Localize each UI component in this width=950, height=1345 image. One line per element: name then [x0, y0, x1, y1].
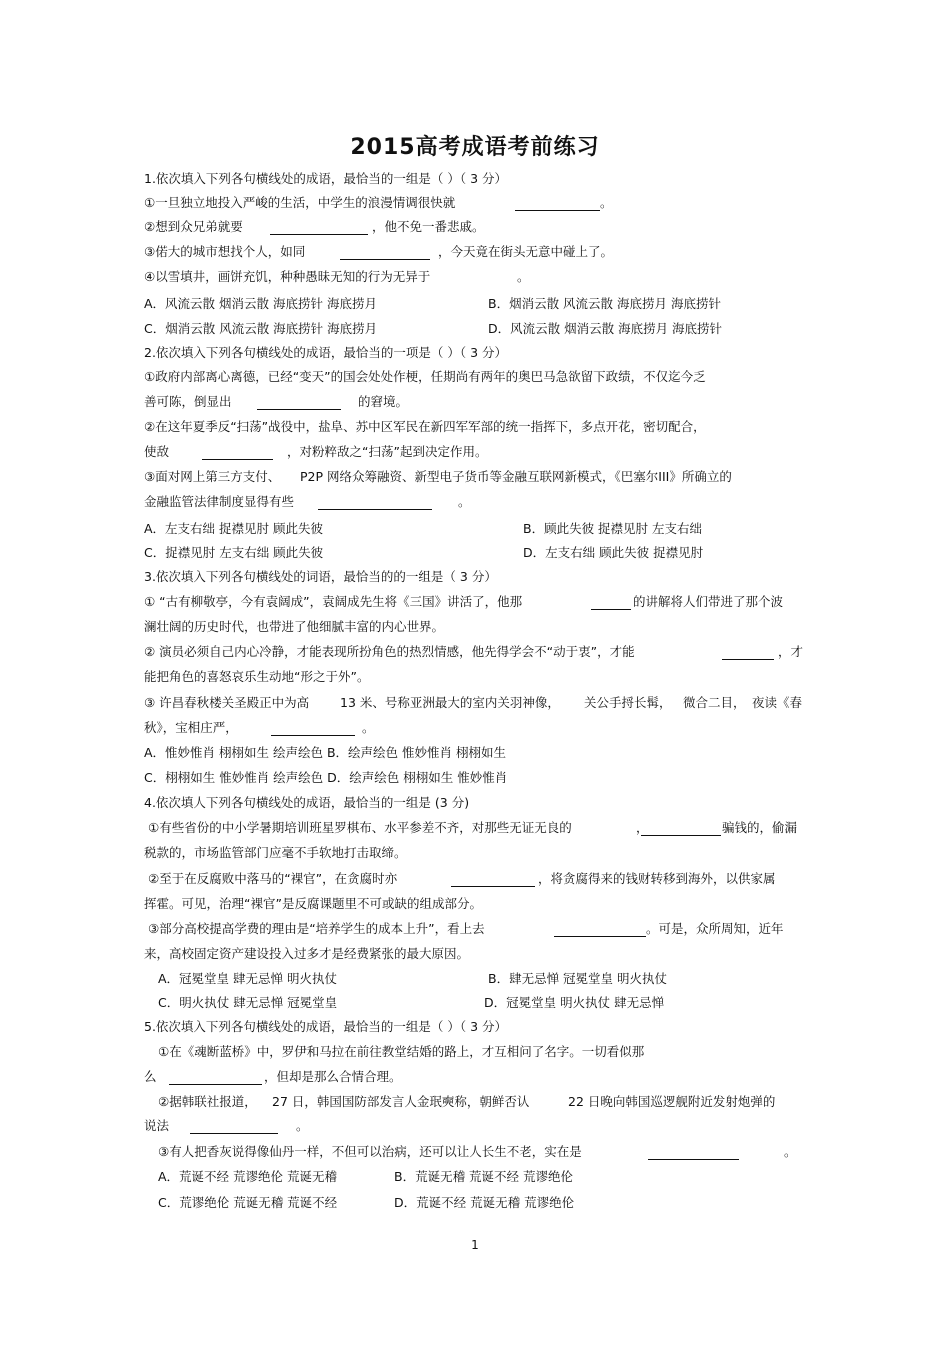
question-2-sentence-2: ②在这年夏季反“扫荡”战役中，盐阜、苏中区军民在新四军军部的统一指挥下，多点开花，密切配合，	[144, 419, 706, 434]
question-4-sentence-1: ①有些省份的中小学暑期培训班星罗棋布、水平参差不齐，对那些无证无良的	[148, 820, 572, 835]
question-1-sentence-3: ③偌大的城市想找个人，如同	[144, 244, 306, 259]
question-4-sentence-1-line-2: 税款的，市场监管部门应毫不手软地打击取缔。	[144, 845, 407, 860]
option-b: B．肆无忌惮 冠冕堂皇 明火执仗	[488, 971, 668, 986]
question-1-sentence-1-end: 。	[600, 195, 613, 210]
option-a: A．冠冕堂皇 肆无忌惮 明火执仗	[158, 971, 337, 986]
answer-blank	[202, 459, 273, 460]
option-c: C．明火执仗 肆无忌惮 冠冕堂皇	[158, 995, 338, 1010]
question-3-sentence-2-line-2: 能把角色的喜怒哀乐生动地“形之于外”。	[144, 669, 370, 684]
question-4-sentence-1-comma: ，	[636, 820, 649, 835]
option-d: D．荒诞不经 荒诞无稽 荒谬绝伦	[394, 1195, 575, 1210]
question-1-sentence-4-end: 。	[517, 269, 530, 284]
question-3-sentence-1-line-2: 澜壮阔的历史时代，也带进了他细腻丰富的内心世界。	[144, 619, 445, 634]
answer-blank	[591, 609, 631, 610]
question-5-sentence-3-end: 。	[784, 1144, 797, 1159]
option-d: D．风流云散 烟消云散 海底捞月 海底捞针	[488, 321, 723, 336]
options-a-b: A．惟妙惟肖 栩栩如生 绘声绘色 B．绘声绘色 惟妙惟肖 栩栩如生	[144, 745, 506, 760]
question-5-sentence-1-end: ，但却是那么合情合理。	[264, 1069, 402, 1084]
option-b: B．烟消云散 风流云散 海底捞月 海底捞针	[488, 296, 721, 311]
question-4-sentence-3-line-2: 来，高校固定资产建设投入过多才是经费紧张的最大原因。	[144, 946, 470, 961]
answer-blank	[641, 835, 721, 836]
question-2-sentence-3: ③面对网上第三方支付、	[144, 469, 281, 484]
question-5-sentence-2-end: 。	[296, 1118, 309, 1133]
question-1-sentence-4: ④以雪填井，画饼充饥，种种愚昧无知的行为无异于	[144, 269, 431, 284]
question-4-sentence-2-line-2: 挥霍。可见，治理“裸官”是反腐课题里不可或缺的组成部分。	[144, 896, 482, 911]
question-3-sentence-2-cont: ，才	[778, 644, 804, 659]
question-5-sentence-1: ①在《魂断蓝桥》中，罗伊和马拉在前往教堂结婚的路上，才互相问了名字。一切看似那	[158, 1044, 645, 1059]
question-1-sentence-1: ①一旦独立地投入严峻的生活，中学生的浪漫情调很快就	[144, 195, 456, 210]
question-3-sentence-3-cont: 13 米、号称亚洲最大的室内关羽神像，	[340, 695, 560, 710]
question-5-sentence-1-cont: 么	[144, 1069, 157, 1084]
question-3-stem: 3.依次填入下列各句横线处的词语，最恰当的的一组是（ 3 分）	[144, 569, 497, 584]
answer-blank	[722, 659, 774, 660]
question-1-sentence-2-end: ，他不免一番悲戚。	[372, 219, 485, 234]
answer-blank	[257, 409, 341, 410]
question-1-sentence-2: ②想到众兄弟就要	[144, 219, 243, 234]
question-1-sentence-3-end: ，今天竟在街头无意中碰上了。	[438, 244, 614, 259]
answer-blank	[318, 509, 432, 510]
answer-blank	[340, 259, 430, 260]
question-2-sentence-1: ①政府内部离心离德，已经“变天”的国会处处作梗，任期尚有两年的奥巴马急欲留下政绩，不仅迄今乏	[144, 369, 706, 384]
question-4-stem: 4.依次填人下列各句横线处的成语，最恰当的一组是 (3 分)	[144, 795, 470, 810]
question-5-sentence-2: ②据韩联社报道，	[158, 1094, 257, 1109]
question-3-sentence-1: ① “古有柳敬亭，今有袁阔成”，袁阔成先生将《三国》讲活了，他那	[144, 594, 523, 609]
question-4-sentence-2-cont: ，将贪腐得来的钱财转移到海外，以供家属	[538, 871, 776, 886]
question-5-sentence-3: ③有人把香灰说得像仙丹一样，不但可以治病，还可以让人长生不老，实在是	[158, 1144, 582, 1159]
question-2-sentence-3-cont: P2P 网络众筹融资、新型电子货币等金融互联网新模式，《巴塞尔III》所确立的	[300, 469, 732, 484]
question-3-sentence-3-cont: 微合二目，	[683, 695, 746, 710]
page-title: 2015高考成语考前练习	[350, 135, 600, 160]
question-3-sentence-1-cont: 的讲解将人们带进了那个波	[633, 594, 784, 609]
question-3-sentence-3: ③ 许昌春秋楼关圣殿正中为高	[144, 695, 310, 710]
question-5-sentence-2-line-2: 说法	[144, 1118, 170, 1133]
question-2-sentence-3-line-2: 金融监管法律制度显得有些	[144, 494, 295, 509]
question-4-sentence-1-cont: 骗钱的，偷漏	[722, 820, 798, 835]
option-d: D．冠冕堂皇 明火执仗 肆无忌惮	[484, 995, 665, 1010]
option-a: A．荒诞不经 荒谬绝伦 荒诞无稽	[158, 1169, 337, 1184]
question-3-sentence-3-end: 。	[362, 720, 375, 735]
option-d: D．左支右绌 顾此失彼 捉襟见肘	[523, 545, 704, 560]
question-1-stem: 1.依次填入下列各句横线处的成语，最恰当的一组是（ ）（ 3 分）	[144, 171, 508, 186]
option-c: C．荒谬绝伦 荒诞无稽 荒诞不经	[158, 1195, 338, 1210]
answer-blank	[169, 1084, 262, 1085]
question-4-sentence-2: ②至于在反腐败中落马的“裸官”，在贪腐时亦	[148, 871, 398, 886]
option-c: C．烟消云散 风流云散 海底捞针 海底捞月	[144, 321, 378, 336]
question-3-sentence-3-cont: 夜读《春	[752, 695, 803, 710]
answer-blank	[270, 234, 368, 235]
question-2-sentence-2-end: ，对粉粹敌之“扫荡”起到决定作用。	[287, 444, 488, 459]
page-number: 1	[471, 1238, 479, 1252]
question-3-sentence-3-line-2: 秋》，宝相庄严，	[144, 720, 238, 735]
answer-blank	[271, 735, 355, 736]
answer-blank	[554, 936, 646, 937]
option-b: B．顾此失彼 捉襟见肘 左支右绌	[523, 521, 703, 536]
question-3-sentence-2: ② 演员必须自己内心冷静，才能表现所扮角色的热烈情感，他先得学会不“动于衷”，才能	[144, 644, 635, 659]
question-2-sentence-1-end: 的窘境。	[358, 394, 409, 409]
question-4-sentence-3: ③部分高校提高学费的理由是“培养学生的成本上升”，看上去	[148, 921, 485, 936]
question-5-stem: 5.依次填入下列各句横线处的成语，最恰当的一组是（ ）（ 3 分）	[144, 1019, 508, 1034]
option-b: B．荒诞无稽 荒诞不经 荒谬绝伦	[394, 1169, 574, 1184]
question-4-sentence-3-cont: 。可是，众所周知，近年	[646, 921, 784, 936]
answer-blank	[648, 1159, 739, 1160]
question-2-sentence-1-cont: 善可陈，倒显出	[144, 394, 232, 409]
question-2-stem: 2.依次填入下列各句横线处的成语，最恰当的一项是（ ）（ 3 分）	[144, 345, 508, 360]
answer-blank	[451, 886, 535, 887]
question-3-sentence-3-cont: 关公手捋长髯，	[584, 695, 672, 710]
question-2-sentence-2-cont: 使敌	[144, 444, 170, 459]
question-5-sentence-2-cont: 27 日，韩国国防部发言人金珉奭称，朝鲜否认	[272, 1094, 530, 1109]
options-c-d: C．栩栩如生 惟妙惟肖 绘声绘色 D．绘声绘色 栩栩如生 惟妙惟肖	[144, 770, 508, 785]
answer-blank	[515, 210, 600, 211]
option-a: A．左支右绌 捉襟见肘 顾此失彼	[144, 521, 323, 536]
option-c: C．捉襟见肘 左支右绌 顾此失彼	[144, 545, 324, 560]
question-2-sentence-3-end: 。	[458, 494, 471, 509]
option-a: A．风流云散 烟消云散 海底捞针 海底捞月	[144, 296, 377, 311]
question-5-sentence-2-cont: 22 日晚向韩国巡逻舰附近发射炮弹的	[568, 1094, 776, 1109]
answer-blank	[190, 1133, 278, 1134]
